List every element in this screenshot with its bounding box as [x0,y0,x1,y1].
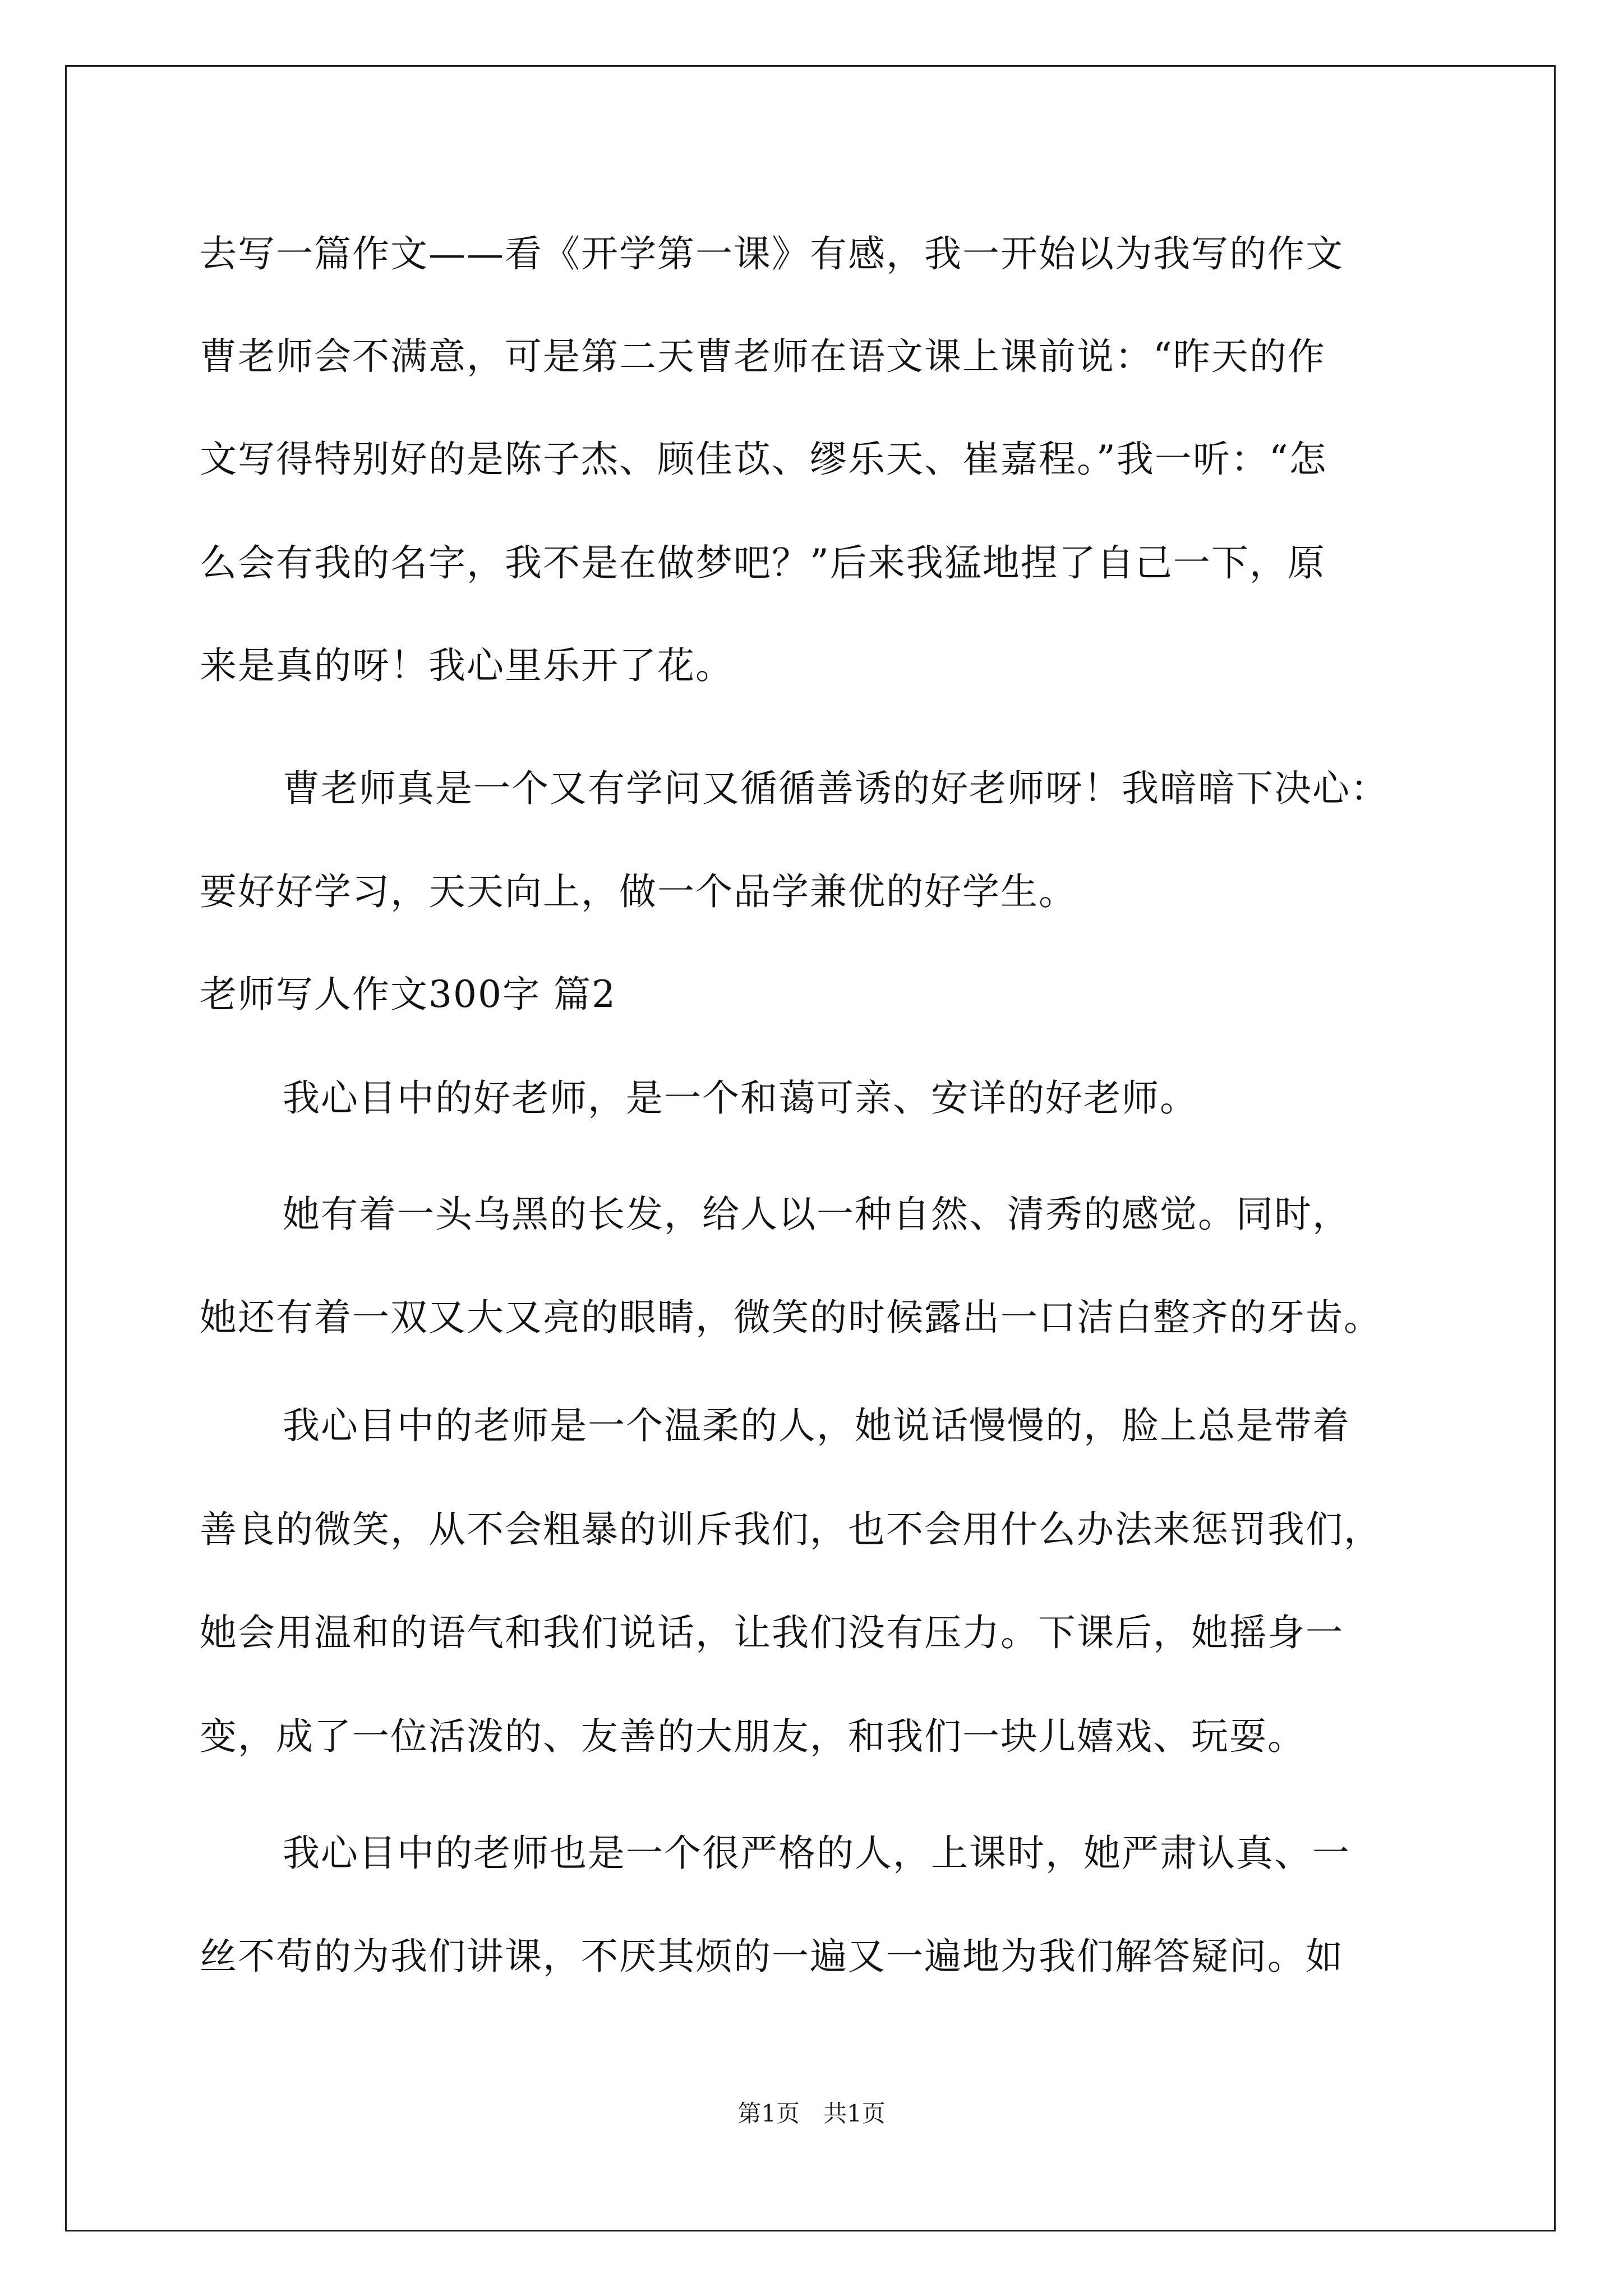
paragraph-first-line: 我心目中的老师也是一个很严格的人，上课时，她严肃认真、一 [283,1832,1350,1875]
text-line: 她还有着一双又大又亮的眼睛，微笑的时候露出一口洁白整齐的牙齿。 [200,1296,1382,1339]
text-line: 善良的微笑，从不会粗暴的训斥我们，也不会用什么办法来惩罚我们， [200,1508,1382,1551]
paragraph-first-line: 我心目中的老师是一个温柔的人，她说话慢慢的，脸上总是带着 [283,1404,1350,1447]
text-line: 变，成了一位活泼的、友善的大朋友，和我们一块儿嬉戏、玩耍。 [200,1715,1306,1758]
section-heading: 老师写人作文300字 篇2 [200,973,616,1016]
text-line: 曹老师会不满意，可是第二天曹老师在语文课上课前说：“昨天的作 [200,335,1326,378]
text-line: 去写一篇作文——看《开学第一课》有感，我一开始以为我写的作文 [200,232,1344,275]
paragraph-first-line: 曹老师真是一个又有学问又循循善诱的好老师呀！我暗暗下决心： [283,767,1389,810]
page-frame [65,65,1556,2231]
page-number-footer: 第1页 共1页 [737,2100,886,2127]
paragraph-first-line: 我心目中的好老师，是一个和蔼可亲、安详的好老师。 [283,1076,1198,1120]
text-line: 来是真的呀！我心里乐开了花。 [200,644,734,687]
text-line: 文写得特别好的是陈子杰、顾佳苡、缪乐天、崔嘉程。”我一听：“怎 [200,438,1327,481]
text-line: 么会有我的名字，我不是在做梦吧？”后来我猛地捏了自己一下，原 [200,541,1326,585]
text-line: 丝不苟的为我们讲课，不厌其烦的一遍又一遍地为我们解答疑问。如 [200,1935,1344,1978]
paragraph-first-line: 她有着一头乌黑的长发，给人以一种自然、清秀的感觉。同时， [283,1193,1350,1236]
text-line: 她会用温和的语气和我们说话，让我们没有压力。下课后，她摇身一 [200,1611,1344,1654]
text-line: 要好好学习，天天向上，做一个品学兼优的好学生。 [200,870,1077,913]
